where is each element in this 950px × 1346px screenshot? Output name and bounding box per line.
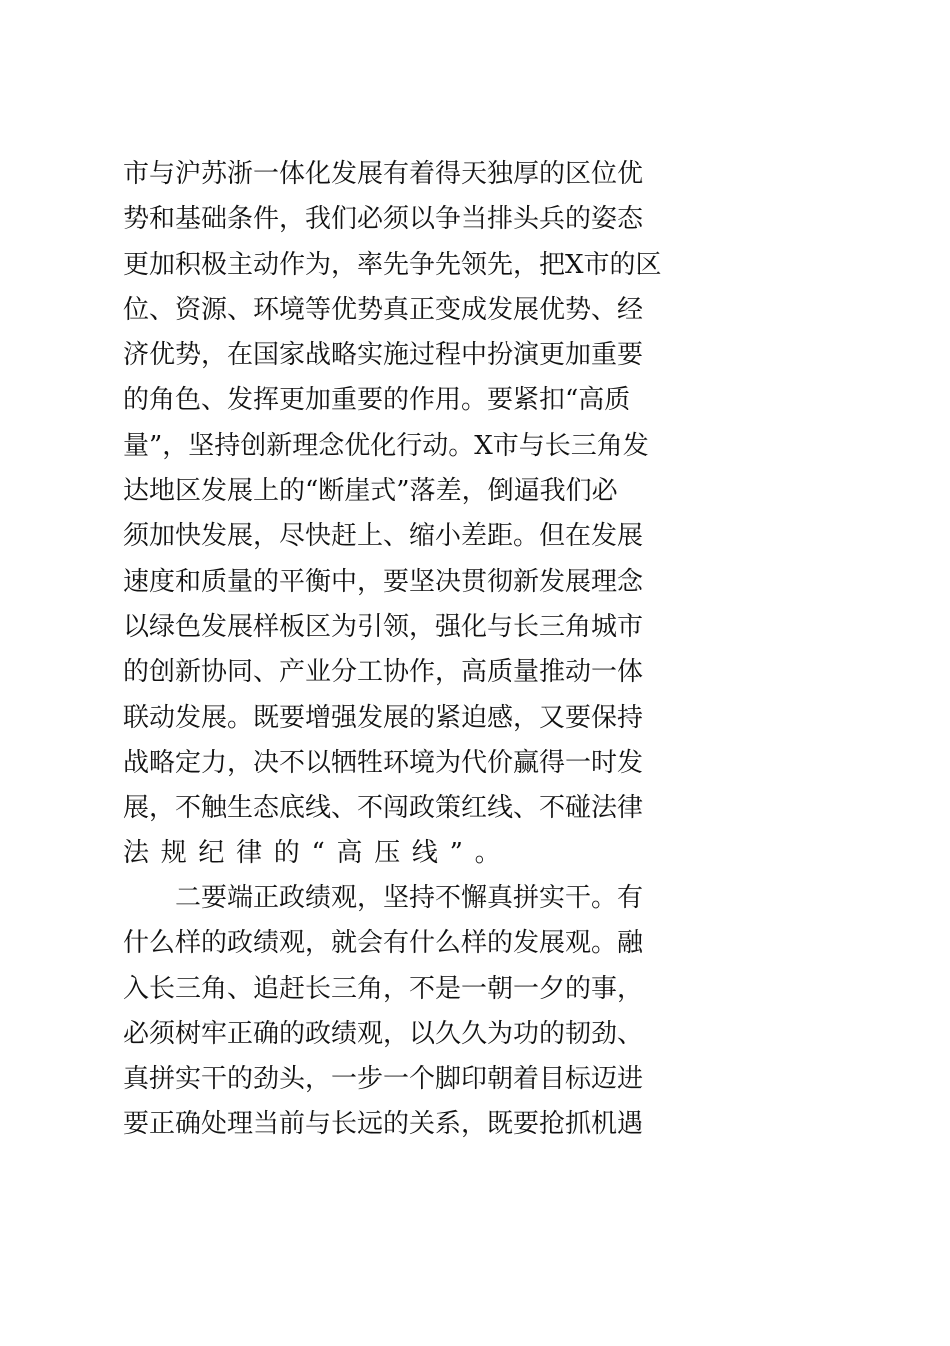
text-line: 以绿色发展样板区为引领，强化与长三角城市 [123, 611, 644, 642]
text-line: 速度和质量的平衡中，要坚决贯彻新发展理念 [123, 566, 644, 597]
text-line: 位、资源、环境等优势真正变成发展优势、经 [123, 294, 644, 325]
text-line: 势和基础条件，我们必须以争当排头兵的姿态 [123, 204, 644, 235]
text-line: 量”，坚持创新理念优化行动。X市与长三角发 [123, 430, 649, 461]
text-line: 达地区发展上的“断崖式”落差，倒逼我们必 [123, 476, 618, 507]
text-line: 的创新协同、产业分工协作，高质量推动一体 [123, 657, 644, 688]
text-line: 要正确处理当前与长远的关系，既要抢抓机遇 [123, 1109, 644, 1140]
text-line: 真拼实干的劲头，一步一个脚印朝着目标迈进 [123, 1064, 644, 1095]
text-line: 更加积极主动作为，率先争先领先，把X市的区 [123, 249, 662, 280]
text-line: 联动发展。既要增强发展的紧迫感，又要保持 [123, 702, 644, 733]
body-paragraph-2 [123, 876, 821, 1148]
text-line: 市与沪苏浙一体化发展有着得天独厚的区位优 [123, 159, 644, 189]
text-line: 的角色、发挥更加重要的作用。要紧扣“高质 [123, 385, 631, 416]
text-line: 二要端正政绩观，坚持不懈真拼实干。有 [123, 883, 644, 913]
text-line: 济优势，在国家战略实施过程中扮演更加重要 [123, 340, 644, 371]
body-paragraph-1 [123, 152, 821, 877]
text-line: 什么样的政绩观，就会有什么样的发展观。融 [123, 928, 644, 959]
text-line: 必须树牢正确的政绩观，以久久为功的韧劲、 [123, 1018, 644, 1049]
text-line: 战略定力，决不以牺牲环境为代价赢得一时发 [123, 747, 644, 778]
text-line: 须加快发展，尽快赶上、缩小差距。但在发展 [123, 521, 644, 552]
text-line: 展，不触生态底线、不闯政策红线、不碰法律 [123, 793, 644, 824]
text-line: 入长三角、追赶长三角，不是一朝一夕的事， [123, 973, 644, 1004]
text-line: 法规纪律的“高压线”。 [123, 838, 513, 869]
